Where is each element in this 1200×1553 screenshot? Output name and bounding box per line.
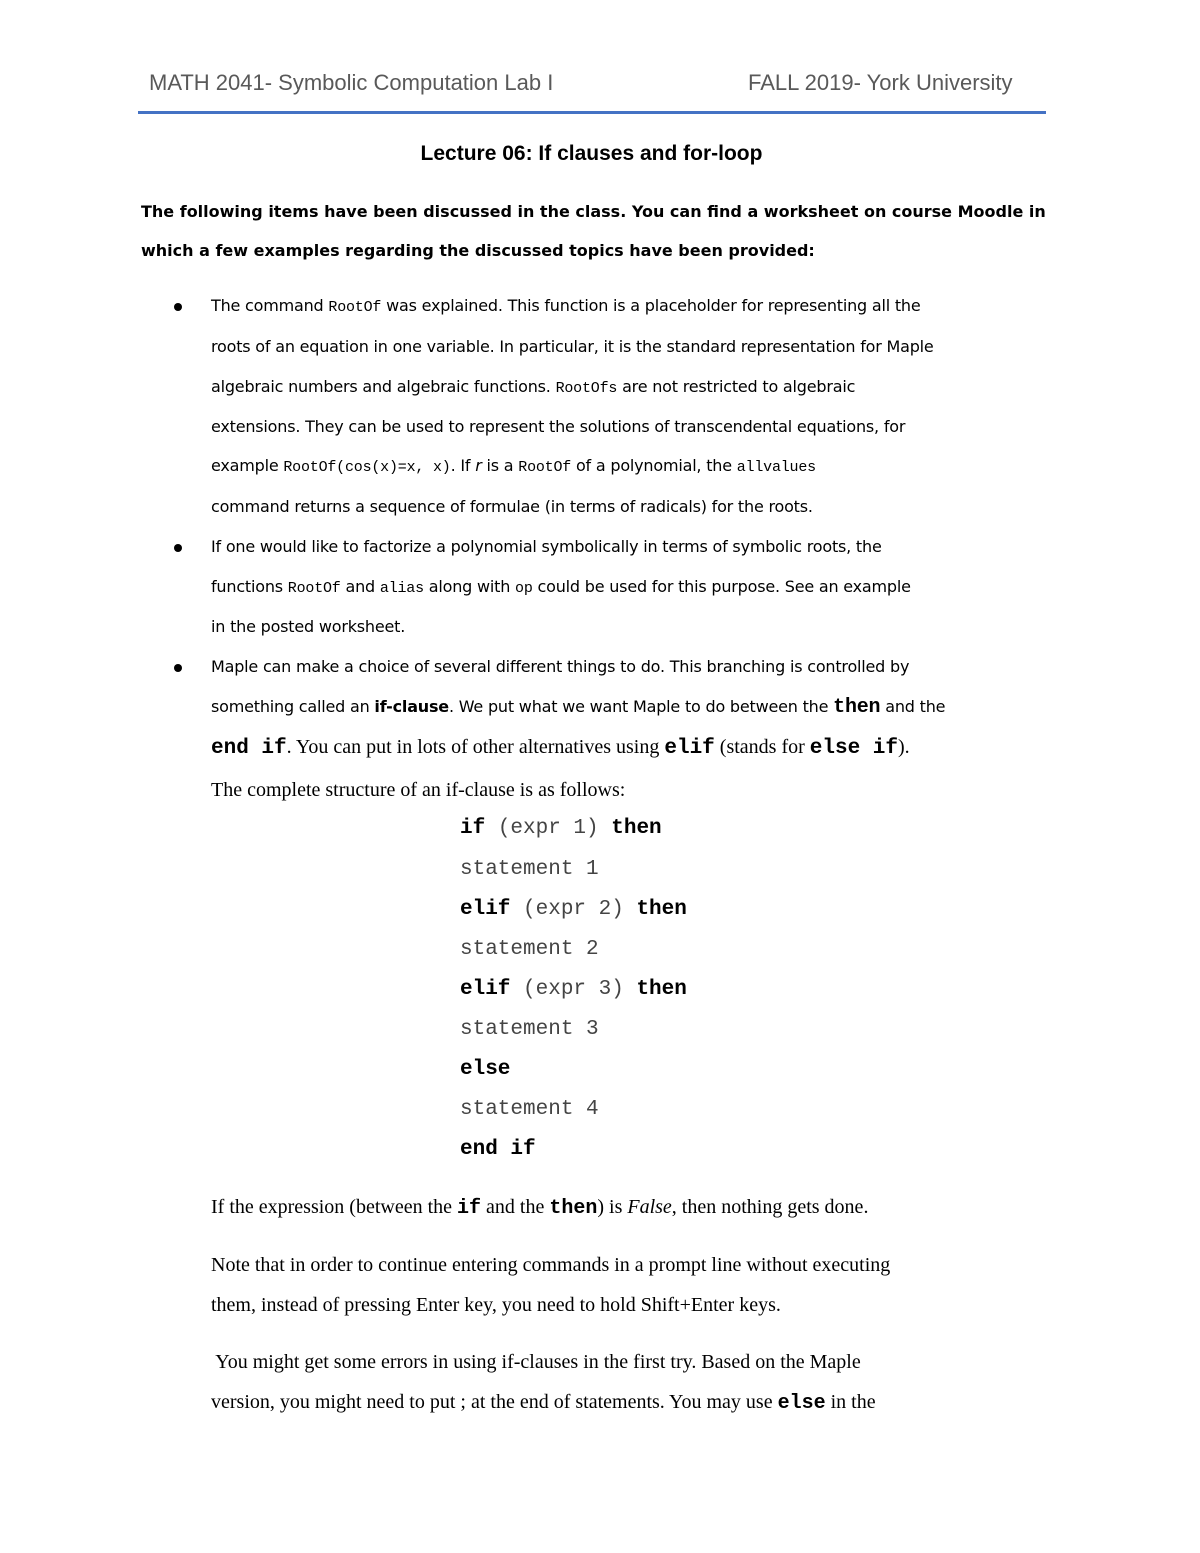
paragraph-errors-line-2: version, you might need to put ; at the end of statements. You may use else in the bbox=[211, 1391, 876, 1415]
code-line-elif-2: elif (expr 3) then bbox=[460, 978, 687, 1001]
bullet1-line-2: roots of an equation in one variable. In particular, it is the standard representation for Maple bbox=[211, 337, 934, 356]
code-line-statement-1: statement 1 bbox=[460, 858, 599, 881]
bullet1-line-3: algebraic numbers and algebraic functions. RootOfs are not restricted to algebraic bbox=[211, 377, 856, 397]
paragraph-errors-line-1: You might get some errors in using if-clauses in the first try. Based on the Maple bbox=[211, 1351, 861, 1373]
bullet-dot bbox=[174, 664, 182, 672]
intro-line-1: The following items have been discussed in the class. You can find a worksheet on course Moodle in bbox=[141, 202, 1046, 221]
paragraph-shift-enter-line-1: Note that in order to continue entering commands in a prompt line without executing bbox=[211, 1254, 891, 1276]
bullet1-line-4: extensions. They can be used to represent the solutions of transcendental equations, for bbox=[211, 417, 906, 436]
code-line-statement-4: statement 4 bbox=[460, 1098, 599, 1121]
header-course: MATH 2041- Symbolic Computation Lab I bbox=[149, 70, 554, 95]
bullet2-line-3: in the posted worksheet. bbox=[211, 617, 406, 636]
bullet1-line-1: The command RootOf was explained. This function is a placeholder for representing all the bbox=[211, 296, 921, 316]
paragraph-shift-enter-line-2: them, instead of pressing Enter key, you need to hold Shift+Enter keys. bbox=[211, 1294, 781, 1316]
bullet2-line-1: If one would like to factorize a polynomial symbolically in terms of symbolic roots, the bbox=[211, 537, 882, 556]
code-line-else: else bbox=[460, 1058, 511, 1081]
code-line-if: if (expr 1) then bbox=[460, 817, 662, 840]
page-title: Lecture 06: If clauses and for-loop bbox=[420, 142, 763, 165]
bullet1-line-5: example RootOf(cos(x)=x, x). If r is a RootOf of a polynomial, the allvalues bbox=[211, 456, 816, 476]
bullet3-line-3: end if. You can put in lots of other alternatives using elif (stands for else if). bbox=[211, 736, 910, 760]
intro-line-2: which a few examples regarding the discussed topics have been provided: bbox=[141, 241, 815, 260]
code-line-statement-3: statement 3 bbox=[460, 1018, 599, 1041]
code-line-elif-1: elif (expr 2) then bbox=[460, 898, 687, 921]
bullet3-line-4: The complete structure of an if-clause is as follows: bbox=[211, 779, 626, 801]
header-rule bbox=[138, 111, 1046, 114]
bullet2-line-2: functions RootOf and alias along with op could be used for this purpose. See an example bbox=[211, 577, 911, 597]
bullet-dot bbox=[174, 303, 182, 311]
paragraph-false-condition: If the expression (between the if and the then) is False, then nothing gets done. bbox=[211, 1196, 869, 1220]
bullet3-line-1: Maple can make a choice of several different things to do. This branching is controlled by bbox=[211, 657, 910, 676]
bullet1-line-6: command returns a sequence of formulae (in terms of radicals) for the roots. bbox=[211, 497, 813, 516]
bullet-dot bbox=[174, 544, 182, 552]
header-term: FALL 2019- York University bbox=[748, 70, 1013, 95]
code-line-end-if: end if bbox=[460, 1138, 536, 1161]
bullet3-line-2: something called an if-clause. We put what we want Maple to do between the then and the bbox=[211, 696, 946, 719]
code-line-statement-2: statement 2 bbox=[460, 938, 599, 961]
